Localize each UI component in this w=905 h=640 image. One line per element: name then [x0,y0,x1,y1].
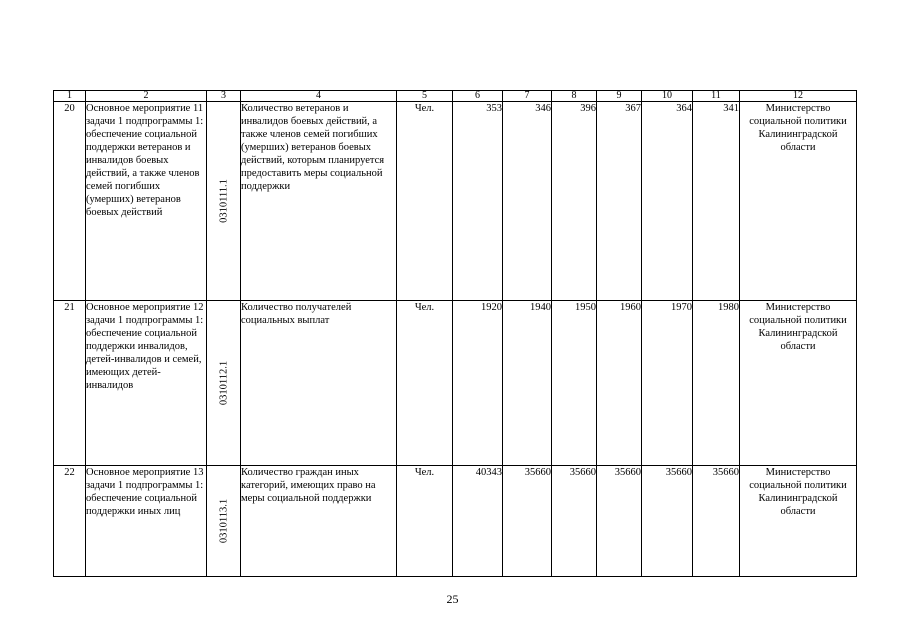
header-cell: 7 [503,91,552,102]
code-cell [207,102,241,301]
value-cell: 1980 [693,301,740,466]
code-text: 0310112.1 [218,360,229,406]
page-number: 25 [446,592,459,606]
indicators-table [53,90,857,577]
unit-cell: Чел. [397,466,453,577]
executor-cell: Министерство социальной политики Калининградской области [740,301,857,466]
header-cell: 10 [642,91,693,102]
value-cell: 353 [453,102,503,301]
header-cell: 1 [54,91,86,102]
row-number: 21 [54,301,86,466]
executor-cell: Министерство социальной политики Калининградской области [740,102,857,301]
value-cell: 1940 [503,301,552,466]
header-cell: 12 [740,91,857,102]
executor-cell: Министерство социальной политики Калининградской области [740,466,857,577]
header-cell: 6 [453,91,503,102]
header-cell: 2 [86,91,207,102]
row-number: 20 [54,102,86,301]
value-cell: 1970 [642,301,693,466]
indicator-cell: Количество получателей социальных выплат [241,301,397,466]
header-cell: 11 [693,91,740,102]
value-cell: 396 [552,102,597,301]
value-cell: 346 [503,102,552,301]
code-text: 0310111.1 [218,179,229,223]
value-cell: 35660 [597,466,642,577]
table-row [54,102,857,301]
value-cell: 40343 [453,466,503,577]
value-cell: 364 [642,102,693,301]
value-cell: 367 [597,102,642,301]
value-cell: 35660 [503,466,552,577]
code-cell [207,466,241,577]
header-cell: 4 [241,91,397,102]
unit-cell: Чел. [397,102,453,301]
value-cell: 1950 [552,301,597,466]
indicator-cell: Количество граждан иных категорий, имеющих право на меры социальной поддержки [241,466,397,577]
value-cell: 341 [693,102,740,301]
header-cell: 8 [552,91,597,102]
header-cell: 3 [207,91,241,102]
row-number: 22 [54,466,86,577]
measure-cell: Основное мероприятие 11 задачи 1 подпрограммы 1: обеспечение социальной поддержки ветеранов и инвалидов боевых действий, а также членов семей погибших (умерших) ветеранов боевых действий [86,102,207,301]
value-cell: 35660 [693,466,740,577]
value-cell: 1960 [597,301,642,466]
code-cell [207,301,241,466]
value-cell: 35660 [642,466,693,577]
unit-cell: Чел. [397,301,453,466]
table-row [54,301,857,466]
header-cell: 9 [597,91,642,102]
indicator-cell: Количество ветеранов и инвалидов боевых действий, а также членов семей погибших (умерших) ветеранов боевых действий, которым планируется предоставить меры социальной поддержки [241,102,397,301]
value-cell: 35660 [552,466,597,577]
table-row [54,466,857,577]
code-text: 0310113.1 [218,498,229,544]
value-cell: 1920 [453,301,503,466]
header-row [54,91,857,102]
header-cell: 5 [397,91,453,102]
measure-cell: Основное мероприятие 12 задачи 1 подпрограммы 1: обеспечение социальной поддержки инвалидов, детей-инвалидов и семей, имеющих детей-инвалидов [86,301,207,466]
measure-cell: Основное мероприятие 13 задачи 1 подпрограммы 1: обеспечение социальной поддержки иных лиц [86,466,207,577]
